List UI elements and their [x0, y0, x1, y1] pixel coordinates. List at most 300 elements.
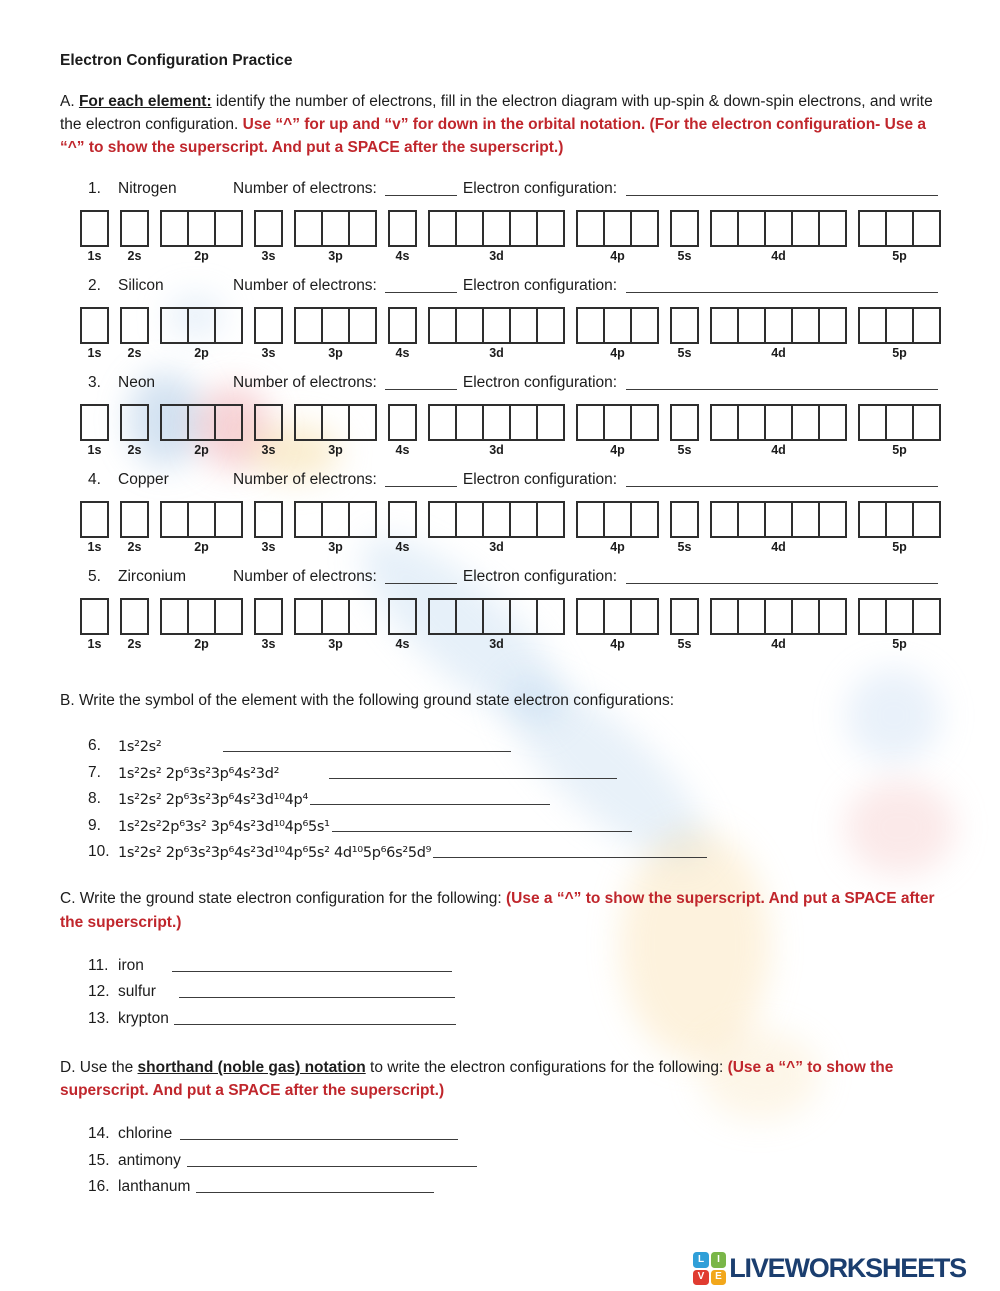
orbital-box[interactable]: [321, 598, 350, 635]
orbital-box[interactable]: [858, 307, 887, 344]
answer-blank[interactable]: [310, 804, 550, 805]
element-name: sulfur: [118, 983, 156, 1000]
orbital-box[interactable]: [912, 501, 941, 538]
item-number: 11.: [88, 956, 109, 974]
orbital-group: [80, 501, 109, 554]
orbital-boxes: [254, 210, 283, 247]
orbital-boxes: [576, 598, 659, 635]
orbital-boxes: [710, 501, 847, 538]
answer-blank[interactable]: [332, 831, 632, 832]
orbital-group: [710, 501, 847, 554]
orbital-box[interactable]: [214, 307, 243, 344]
item-number: 16.: [88, 1178, 110, 1195]
orbital-label: 3s: [261, 249, 276, 263]
orbital-box[interactable]: [710, 210, 739, 247]
orbital-box[interactable]: [428, 501, 457, 538]
orbital-box[interactable]: [214, 210, 243, 247]
orbital-box[interactable]: [509, 210, 538, 247]
orbital-box[interactable]: [80, 501, 109, 538]
orbital-box[interactable]: [764, 210, 793, 247]
orbital-group: [120, 501, 149, 554]
orbital-box[interactable]: [321, 501, 350, 538]
element-item: [88, 975, 940, 1002]
number-of-electrons-blank[interactable]: [385, 486, 457, 487]
orbital-box[interactable]: [885, 307, 914, 344]
orbital-label: 3s: [261, 540, 276, 554]
orbital-box[interactable]: [160, 501, 189, 538]
orbital-box[interactable]: [630, 210, 659, 247]
orbital-boxes: [294, 404, 377, 441]
orbital-box[interactable]: [428, 210, 457, 247]
orbital-box[interactable]: [576, 404, 605, 441]
orbital-diagram: [80, 210, 940, 263]
orbital-group: [428, 598, 565, 651]
orbital-box[interactable]: [455, 307, 484, 344]
electron-configuration-blank[interactable]: [626, 292, 938, 293]
orbital-box[interactable]: [630, 307, 659, 344]
orbital-box[interactable]: [509, 598, 538, 635]
orbital-box[interactable]: [858, 210, 887, 247]
electron-configuration-blank[interactable]: [626, 389, 938, 390]
orbital-box[interactable]: [294, 307, 323, 344]
number-of-electrons-label: Number of electrons:: [233, 180, 377, 197]
orbital-box[interactable]: [187, 210, 216, 247]
orbital-group: [294, 598, 377, 651]
orbital-label: 4d: [771, 443, 786, 457]
section-d-middle: to write the electron configurations for the following:: [365, 1058, 728, 1076]
orbital-label: 5s: [677, 249, 692, 263]
orbital-box[interactable]: [428, 404, 457, 441]
orbital-box[interactable]: [737, 210, 766, 247]
element-block: [60, 371, 940, 457]
orbital-boxes: [388, 598, 417, 635]
orbital-label: 2s: [127, 249, 142, 263]
orbital-label: 5s: [677, 443, 692, 457]
orbital-box[interactable]: [455, 501, 484, 538]
orbital-group: [576, 404, 659, 457]
orbital-group: [388, 307, 417, 360]
answer-blank[interactable]: [196, 1192, 434, 1193]
orbital-group: [428, 210, 565, 263]
section-a-red-note: Use “^” for up and “v” for down in the orbital notation. (For the electron configuration- Use a “^” to show the superscript. And put a SPACE after the superscript.): [60, 116, 926, 156]
orbital-box[interactable]: [885, 404, 914, 441]
orbital-label: 1s: [87, 249, 102, 263]
orbital-box[interactable]: [160, 404, 189, 441]
orbital-box[interactable]: [160, 210, 189, 247]
orbital-box[interactable]: [670, 307, 699, 344]
element-header: [88, 565, 940, 586]
electron-configuration-text: 1s²2s² 2p⁶3s²3p⁶4s²3d¹⁰4p⁴: [118, 792, 308, 808]
orbital-label: 4d: [771, 249, 786, 263]
orbital-box[interactable]: [388, 307, 417, 344]
orbital-box[interactable]: [214, 598, 243, 635]
section-b-items: [88, 729, 940, 862]
liveworksheets-grid-icon: [693, 1252, 726, 1285]
orbital-box[interactable]: [536, 501, 565, 538]
orbital-boxes: [576, 501, 659, 538]
answer-blank[interactable]: [172, 971, 452, 972]
element-item: [88, 948, 940, 975]
orbital-group: [254, 210, 283, 263]
orbital-box[interactable]: [858, 404, 887, 441]
orbital-box[interactable]: [818, 404, 847, 441]
orbital-box[interactable]: [912, 307, 941, 344]
orbital-box[interactable]: [482, 598, 511, 635]
item-number: 6.: [88, 737, 101, 754]
orbital-box[interactable]: [536, 598, 565, 635]
orbital-box[interactable]: [670, 404, 699, 441]
item-number: 14.: [88, 1125, 110, 1142]
orbital-group: [576, 307, 659, 360]
orbital-box[interactable]: [764, 501, 793, 538]
orbital-group: [858, 210, 941, 263]
element-name: Copper: [118, 471, 169, 488]
orbital-boxes: [428, 210, 565, 247]
orbital-box[interactable]: [321, 307, 350, 344]
orbital-box[interactable]: [603, 501, 632, 538]
orbital-label: 5s: [677, 346, 692, 360]
orbital-box[interactable]: [912, 210, 941, 247]
number-of-electrons-blank[interactable]: [385, 389, 457, 390]
electron-configuration-blank[interactable]: [626, 195, 938, 196]
orbital-box[interactable]: [912, 404, 941, 441]
electron-configuration-label: Electron configuration:: [462, 471, 618, 488]
electron-configuration-blank[interactable]: [626, 583, 938, 584]
orbital-box[interactable]: [120, 210, 149, 247]
logo-letter-e: E: [711, 1270, 727, 1286]
orbital-diagram: [80, 307, 940, 360]
orbital-box[interactable]: [455, 598, 484, 635]
orbital-group: [428, 501, 565, 554]
orbital-box[interactable]: [254, 598, 283, 635]
item-number: 13.: [88, 1009, 110, 1027]
orbital-box[interactable]: [348, 598, 377, 635]
orbital-box[interactable]: [294, 210, 323, 247]
orbital-box[interactable]: [791, 404, 820, 441]
orbital-boxes: [670, 210, 699, 247]
orbital-group: [254, 598, 283, 651]
orbital-box[interactable]: [120, 307, 149, 344]
orbital-box[interactable]: [254, 210, 283, 247]
orbital-box[interactable]: [737, 307, 766, 344]
number-of-electrons-label: Number of electrons:: [233, 277, 377, 294]
orbital-box[interactable]: [509, 404, 538, 441]
orbital-boxes: [670, 501, 699, 538]
orbital-box[interactable]: [388, 404, 417, 441]
orbital-box[interactable]: [670, 501, 699, 538]
orbital-box[interactable]: [187, 501, 216, 538]
orbital-label: 5p: [892, 443, 907, 457]
orbital-label: 4d: [771, 540, 786, 554]
orbital-label: 1s: [87, 346, 102, 360]
answer-blank[interactable]: [329, 778, 617, 779]
orbital-box[interactable]: [187, 404, 216, 441]
orbital-box[interactable]: [576, 501, 605, 538]
orbital-box[interactable]: [576, 210, 605, 247]
orbital-box[interactable]: [603, 210, 632, 247]
orbital-box[interactable]: [576, 307, 605, 344]
orbital-group: [294, 210, 377, 263]
orbital-box[interactable]: [120, 598, 149, 635]
orbital-box[interactable]: [710, 501, 739, 538]
orbital-label: 2p: [194, 443, 209, 457]
orbital-group: [670, 404, 699, 457]
orbital-box[interactable]: [455, 404, 484, 441]
orbital-boxes: [710, 598, 847, 635]
orbital-boxes: [254, 598, 283, 635]
orbital-box[interactable]: [482, 307, 511, 344]
orbital-box[interactable]: [160, 307, 189, 344]
element-number: 5.: [88, 568, 101, 585]
orbital-boxes: [388, 501, 417, 538]
orbital-box[interactable]: [482, 404, 511, 441]
orbital-box[interactable]: [603, 404, 632, 441]
item-number: 10.: [88, 843, 110, 860]
electron-configuration-blank[interactable]: [626, 486, 938, 487]
orbital-box[interactable]: [80, 404, 109, 441]
orbital-box[interactable]: [348, 501, 377, 538]
orbital-box[interactable]: [764, 598, 793, 635]
config-item: [88, 729, 940, 756]
orbital-box[interactable]: [254, 307, 283, 344]
orbital-box[interactable]: [294, 598, 323, 635]
orbital-boxes: [294, 210, 377, 247]
orbital-box[interactable]: [388, 501, 417, 538]
element-number: 4.: [88, 471, 101, 488]
orbital-box[interactable]: [482, 501, 511, 538]
element-block: [60, 177, 940, 263]
electron-configuration-text: 1s²2s² 2p⁶3s²3p⁶4s²3d¹⁰4p⁶5s² 4d¹⁰5p⁶6s²5d⁹: [118, 845, 432, 861]
orbital-box[interactable]: [455, 210, 484, 247]
orbital-box[interactable]: [710, 404, 739, 441]
orbital-boxes: [160, 210, 243, 247]
orbital-label: 4s: [395, 346, 410, 360]
orbital-boxes: [858, 598, 941, 635]
orbital-box[interactable]: [603, 307, 632, 344]
element-item: [88, 1117, 940, 1144]
orbital-boxes: [120, 598, 149, 635]
orbital-box[interactable]: [254, 501, 283, 538]
element-number: 2.: [88, 277, 101, 294]
orbital-group: [160, 404, 243, 457]
answer-blank[interactable]: [180, 1139, 458, 1140]
orbital-group: [428, 404, 565, 457]
orbital-box[interactable]: [630, 404, 659, 441]
orbital-box[interactable]: [791, 307, 820, 344]
orbital-box[interactable]: [214, 404, 243, 441]
orbital-boxes: [294, 501, 377, 538]
orbital-box[interactable]: [818, 598, 847, 635]
element-name: Nitrogen: [118, 180, 177, 197]
orbital-box[interactable]: [536, 404, 565, 441]
orbital-label: 5s: [677, 540, 692, 554]
orbital-group: [160, 598, 243, 651]
element-block: [60, 274, 940, 360]
element-block: [60, 565, 940, 651]
orbital-label: 3d: [489, 249, 504, 263]
orbital-box[interactable]: [536, 210, 565, 247]
section-d-heading: [60, 1056, 940, 1103]
orbital-box[interactable]: [80, 598, 109, 635]
orbital-group: [120, 404, 149, 457]
element-header: [88, 468, 940, 489]
orbital-boxes: [670, 307, 699, 344]
answer-blank[interactable]: [187, 1166, 477, 1167]
orbital-box[interactable]: [858, 501, 887, 538]
orbital-box[interactable]: [509, 501, 538, 538]
number-of-electrons-label: Number of electrons:: [233, 374, 377, 391]
orbital-boxes: [428, 501, 565, 538]
orbital-group: [858, 404, 941, 457]
config-item: [88, 835, 940, 862]
answer-blank[interactable]: [174, 1024, 456, 1025]
orbital-box[interactable]: [321, 404, 350, 441]
element-item: [88, 1001, 940, 1028]
section-d-prefix: D. Use the: [60, 1058, 138, 1076]
item-number: 15.: [88, 1151, 110, 1169]
element-number: 3.: [88, 374, 101, 391]
orbital-box[interactable]: [187, 307, 216, 344]
orbital-group: [670, 598, 699, 651]
liveworksheets-logo[interactable]: [693, 1252, 966, 1285]
section-c-red-note: (Use a “^” to show the superscript. And put a SPACE after the superscript.): [60, 890, 935, 931]
section-c-text: C. Write the ground state electron configuration for the following:: [60, 890, 507, 907]
orbital-box[interactable]: [791, 598, 820, 635]
number-of-electrons-blank[interactable]: [385, 583, 457, 584]
orbital-label: 4p: [610, 443, 625, 457]
orbital-box[interactable]: [912, 598, 941, 635]
orbital-boxes: [670, 598, 699, 635]
orbital-box[interactable]: [710, 598, 739, 635]
orbital-box[interactable]: [160, 598, 189, 635]
orbital-group: [160, 501, 243, 554]
orbital-label: 4d: [771, 637, 786, 651]
orbital-box[interactable]: [670, 210, 699, 247]
section-d-items: [88, 1117, 940, 1197]
orbital-box[interactable]: [603, 598, 632, 635]
orbital-box[interactable]: [348, 404, 377, 441]
orbital-diagram: [80, 501, 940, 554]
orbital-group: [294, 404, 377, 457]
orbital-boxes: [80, 307, 109, 344]
element-header: [88, 177, 940, 198]
orbital-group: [576, 598, 659, 651]
orbital-group: [710, 598, 847, 651]
orbital-box[interactable]: [885, 210, 914, 247]
orbital-label: 1s: [87, 637, 102, 651]
orbital-box[interactable]: [737, 598, 766, 635]
orbital-boxes: [120, 404, 149, 441]
orbital-box[interactable]: [509, 307, 538, 344]
answer-blank[interactable]: [223, 751, 511, 752]
orbital-box[interactable]: [576, 598, 605, 635]
number-of-electrons-blank[interactable]: [385, 292, 457, 293]
orbital-label: 3p: [328, 346, 343, 360]
orbital-boxes: [80, 598, 109, 635]
answer-blank[interactable]: [179, 997, 455, 998]
section-a-heading: [60, 90, 940, 159]
orbital-box[interactable]: [791, 501, 820, 538]
orbital-box[interactable]: [80, 210, 109, 247]
orbital-box[interactable]: [791, 210, 820, 247]
orbital-box[interactable]: [818, 307, 847, 344]
orbital-box[interactable]: [428, 307, 457, 344]
orbital-boxes: [160, 404, 243, 441]
answer-blank[interactable]: [433, 857, 707, 858]
orbital-box[interactable]: [428, 598, 457, 635]
element-header: [88, 274, 940, 295]
orbital-box[interactable]: [80, 307, 109, 344]
section-b-heading: B. Write the symbol of the element with the following ground state electron configurations:: [60, 692, 675, 709]
orbital-box[interactable]: [764, 307, 793, 344]
orbital-box[interactable]: [670, 598, 699, 635]
orbital-box[interactable]: [885, 598, 914, 635]
orbital-label: 3s: [261, 637, 276, 651]
orbital-box[interactable]: [120, 501, 149, 538]
orbital-box[interactable]: [858, 598, 887, 635]
orbital-label: 4p: [610, 346, 625, 360]
orbital-box[interactable]: [630, 598, 659, 635]
orbital-box[interactable]: [885, 501, 914, 538]
electron-configuration-label: Electron configuration:: [462, 180, 618, 197]
orbital-box[interactable]: [294, 501, 323, 538]
orbital-label: 3d: [489, 637, 504, 651]
orbital-box[interactable]: [187, 598, 216, 635]
orbital-label: 4s: [395, 637, 410, 651]
orbital-box[interactable]: [630, 501, 659, 538]
orbital-box[interactable]: [120, 404, 149, 441]
section-a-prefix: A.: [60, 93, 79, 110]
element-name: lanthanum: [118, 1178, 191, 1195]
orbital-diagram: [80, 404, 940, 457]
orbital-box[interactable]: [818, 210, 847, 247]
orbital-label: 2p: [194, 346, 209, 360]
orbital-box[interactable]: [294, 404, 323, 441]
orbital-group: [388, 404, 417, 457]
section-d-emphasis: shorthand (noble gas) notation: [137, 1058, 366, 1076]
orbital-box[interactable]: [214, 501, 243, 538]
orbital-boxes: [388, 404, 417, 441]
section-c-heading: [60, 887, 940, 934]
orbital-box[interactable]: [321, 210, 350, 247]
orbital-label: 3d: [489, 540, 504, 554]
orbital-box[interactable]: [536, 307, 565, 344]
number-of-electrons-blank[interactable]: [385, 195, 457, 196]
element-item: [88, 1143, 940, 1170]
orbital-boxes: [254, 404, 283, 441]
orbital-box[interactable]: [482, 210, 511, 247]
orbital-box[interactable]: [710, 307, 739, 344]
electron-configuration-label: Electron configuration:: [462, 568, 618, 585]
orbital-box[interactable]: [764, 404, 793, 441]
orbital-box[interactable]: [388, 210, 417, 247]
orbital-label: 4s: [395, 540, 410, 554]
orbital-box[interactable]: [348, 210, 377, 247]
orbital-group: [120, 210, 149, 263]
orbital-label: 3p: [328, 249, 343, 263]
orbital-group: [80, 210, 109, 263]
orbital-group: [710, 210, 847, 263]
orbital-box[interactable]: [348, 307, 377, 344]
orbital-box[interactable]: [254, 404, 283, 441]
orbital-boxes: [710, 404, 847, 441]
orbital-box[interactable]: [818, 501, 847, 538]
orbital-box[interactable]: [388, 598, 417, 635]
section-c-items: [88, 948, 940, 1028]
orbital-box[interactable]: [737, 501, 766, 538]
orbital-label: 4d: [771, 346, 786, 360]
orbital-box[interactable]: [737, 404, 766, 441]
